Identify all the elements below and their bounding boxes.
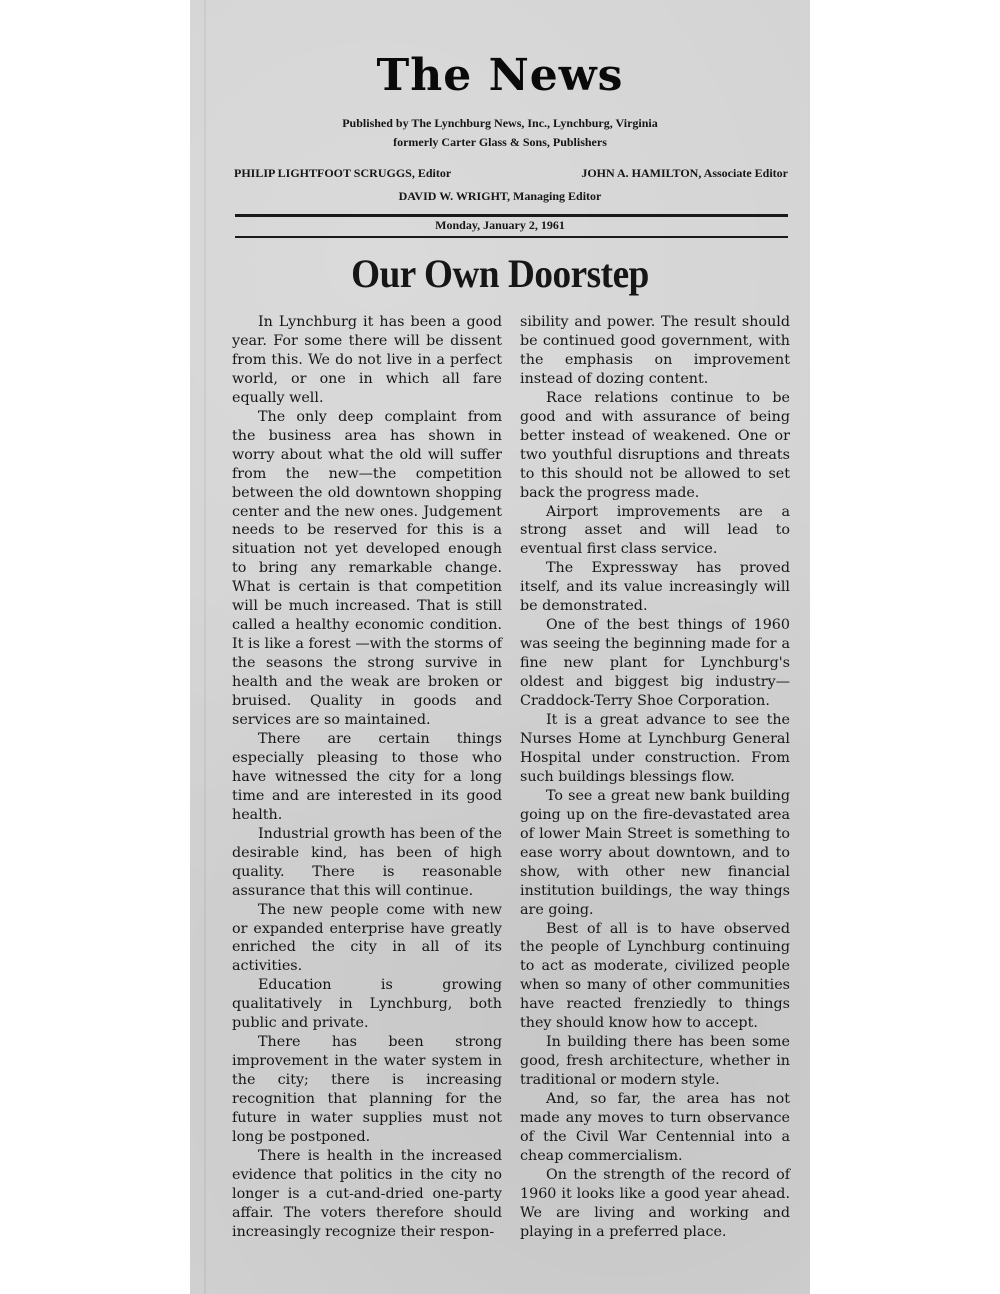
- paragraph: In Lynchburg it has been a good year. For some there will be dissent from this. We do not live in a perfect world, or one in which all fare equally well.: [232, 314, 502, 406]
- nameplate: The News: [376, 50, 624, 101]
- article-column-2: [520, 313, 790, 1242]
- paragraph: Education is growing qualitatively in Lynchburg, both public and private.: [232, 977, 502, 1032]
- associate-editor-credit: JOHN A. HAMILTON, Associate Editor: [581, 166, 788, 180]
- top-rule: [235, 214, 788, 217]
- editor-credit: PHILIP LIGHTFOOT SCRUGGS, Editor: [234, 166, 452, 180]
- headline: Our Own Doorstep: [351, 251, 649, 296]
- paragraph: There are certain things especially pleasing to those who have witnessed the city for a long time and are interested in its good health.: [232, 730, 502, 823]
- paragraph: Industrial growth has been of the desirable kind, has been of high quality. There is reasonable assurance that this will continue.: [232, 825, 502, 899]
- publisher-line: Published by The Lynchburg News, Inc., Lynchburg, Virginia: [342, 116, 658, 130]
- dateline: Monday, January 2, 1961: [435, 218, 565, 232]
- bottom-rule: [235, 236, 788, 238]
- paragraph: There has been strong improvement in the water system in the city; there is increasing recognition that planning for the future in water supplies must not long be postponed.: [232, 1034, 502, 1145]
- paragraph: There is health in the increased evidence that politics in the city no longer is a cut-and-dried one-party affair. The voters therefore should increasingly recognize their respon-: [232, 1147, 502, 1240]
- paragraph: The new people come with new or expanded enterprise have greatly enriched the city in all of its activities.: [232, 901, 502, 975]
- article-column-1: [232, 313, 502, 1242]
- paragraph: And, so far, the area has not made any moves to turn observance of the Civil War Centennial into a cheap commercialism.: [520, 1091, 790, 1164]
- paragraph: To see a great new bank building going up on the fire-devastated area of lower Main Street is something to ease worry about downtown, and to show, with other new financial institution buildings, the way things are going.: [520, 787, 790, 918]
- paragraph: One of the best things of 1960 was seeing the beginning made for a fine new plant for Lynchburg's oldest and biggest big industry— Craddock-Terry Shoe Corporation.: [520, 617, 790, 710]
- managing-editor-credit: DAVID W. WRIGHT, Managing Editor: [398, 189, 602, 203]
- paragraph: It is a great advance to see the Nurses Home at Lynchburg General Hospital under construction. From such buildings blessings flow.: [520, 712, 790, 785]
- paragraph: In building there has been some good, fresh architecture, whether in traditional or modern style.: [520, 1034, 790, 1089]
- paragraph: Airport improvements are a strong asset and will lead to eventual first class service.: [520, 503, 790, 558]
- former-publisher-line: formerly Carter Glass & Sons, Publishers: [393, 135, 607, 149]
- paragraph-continuation: sibility and power. The result should be continued good government, with the emphasis on improvement instead of dozing content.: [520, 314, 790, 387]
- newspaper-clipping: [190, 0, 810, 1294]
- paragraph: The Expressway has proved itself, and its value increasingly will be demonstrated.: [520, 560, 790, 615]
- paragraph: Race relations continue to be good and with assurance of being better instead of weakened. One or two youthful disruptions and threats to this should not be allowed to set back the progress made.: [520, 389, 790, 501]
- paragraph: Best of all is to have observed the people of Lynchburg continuing to act as moderate, civilized people when so many of other communities have reacted frenziedly to things they should know how to accept.: [520, 920, 790, 1032]
- paragraph: On the strength of the record of 1960 it looks like a good year ahead. We are living and working and playing in a preferred place.: [520, 1166, 790, 1240]
- paragraph: The only deep complaint from the business area has shown in worry about what the old will suffer from the new—the competition between the old downtown shopping center and the new ones. Judgement needs to be reserved for this is a situation not yet developed enough to bring any remarkable change. What is certain is that competition will be much increased. That is still called a healthy economic condition. It is like a forest —with the storms of the seasons the strong survive in health and the weak are broken or bruised. Quality in goods and services are so maintained.: [232, 408, 502, 729]
